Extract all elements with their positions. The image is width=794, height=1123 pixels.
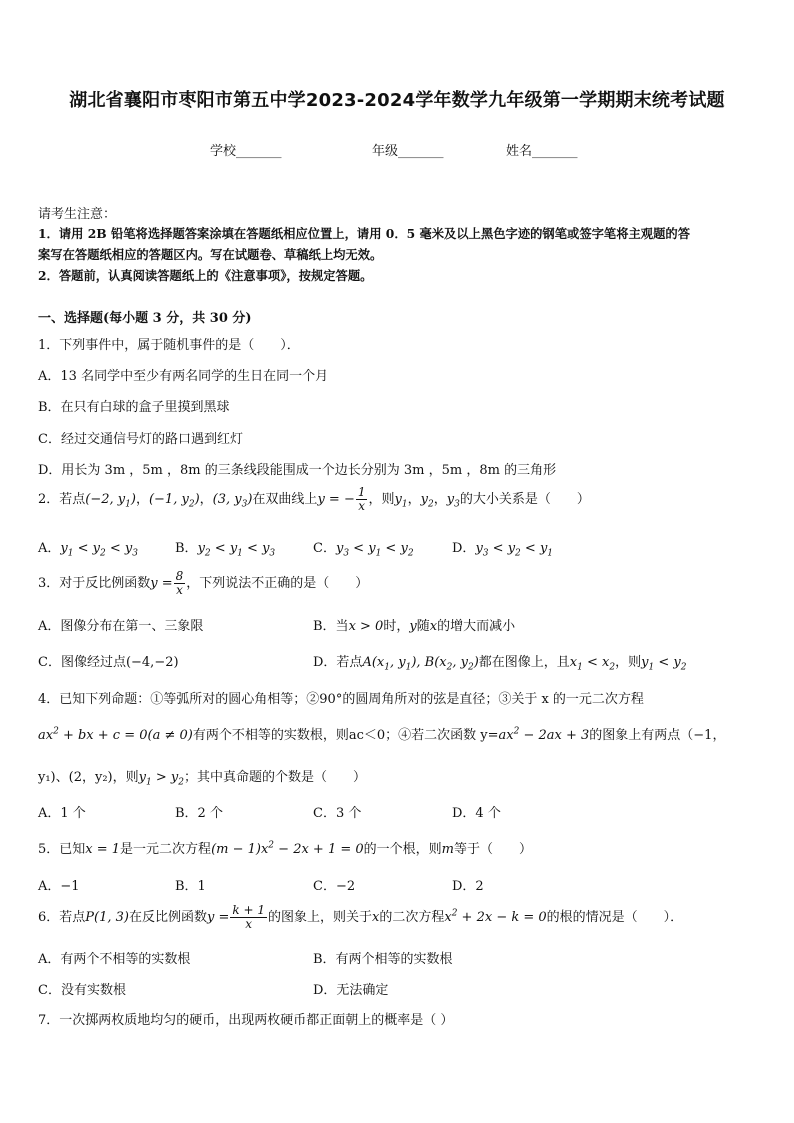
q6-stem: 6．若点P(1, 3)在反比例函数y = $\frac{k + 1}{x}$ 的图象上，则关于x的二次方程$x^2 + 2x - k = 0$的根的情况是（ ）． [38,903,684,931]
q1-option-d: D．用长为 3m ，5m ，8m 的三条线段能围成一个边长分别为 3m ，5m ，8m 的三角形 [38,463,557,478]
q1-stem: 1．下列事件中，属于随机事件的是（ ）． [38,338,300,353]
q2-option-c: C．$y_3 < y_1 < y_2$ [313,541,414,559]
section-heading: 一、选择题(每小题 3 分，共 30 分) [38,311,252,326]
q7-stem: 7．一次掷两枚质地均匀的硬币，出现两枚硬币都正面朝上的概率是（ ） [38,1013,454,1028]
q4-line3: y₁)、(2，y₂)，则$y_1 > y_2$；其中真命题的个数是（ ） [38,770,366,788]
q2-option-d: D．$y_3 < y_2 < y_1$ [452,541,554,559]
q3-stem: 3．对于反比例函数y = $\frac{8}{x}$ ，下列说法不正确的是（ ） [38,569,369,597]
notice-line1a: 1．请用 2B 铅笔将选择题答案涂填在答题纸相应位置上，请用 0．5 毫米及以上黑色字迹的钢笔或签字笔将主观题的答 [38,226,690,241]
name-field: 姓名_______ [506,144,578,159]
q3-fraction: $\frac{8}{x}$ [175,569,184,597]
q4-option-a: A．1 个 [38,806,86,821]
school-field: 学校_______ [210,144,282,159]
q6-fraction: $\frac{k + 1}{x}$ [232,903,265,931]
q1-option-b: B．在只有白球的盒子里摸到黑球 [38,400,230,415]
q6-option-d: D．无法确定 [313,983,389,998]
q2-fraction: $\frac{1}{x}$ [357,485,366,513]
q5-option-a: A．−1 [38,879,80,894]
q1-option-c: C．经过交通信号灯的路口遇到红灯 [38,432,243,447]
notice-heading: 请考生注意： [38,207,117,222]
q4-line2: $ax^2$ + bx + c = 0(a ≠ 0)有两个不相等的实数根，则ac＜0；④若二次函数 $y=ax^2 - 2ax + 3$的图象上有两点（−1， [38,726,726,743]
q2-option-b: B．$y_2 < y_1 < y_3$ [175,541,276,559]
exam-title: 湖北省襄阳市枣阳市第五中学2023-2024学年数学九年级第一学期期末统考试题 [69,90,725,111]
q2-stem: 2．若点(−2, $y_1$)，(−1, $y_2$)，(3, $y_3$)在双曲线上y = − $\frac{1}{x}$ ，则$y_1$，$y_2$，$y_3$的大小关系是（ ） [38,485,590,513]
q4-option-d: D．4 个 [452,806,501,821]
notice-line2: 2．答题前，认真阅读答题纸上的《注意事项》，按规定答题。 [38,268,373,283]
q5-option-b: B．1 [175,879,206,894]
q3-option-c: C．图像经过点(−4,−2) [38,655,179,670]
q1-option-a: A．13 名同学中至少有两名同学的生日在同一个月 [38,369,329,384]
q3-option-d: D．若点$A(x_1$, $y_1$), $B(x_2$, $y_2$)都在图像上，且$x_1 < x_2$，则$y_1 < y_2$ [313,655,687,673]
q3-option-a: A．图像分布在第一、三象限 [38,619,204,634]
notice-line1b: 案写在答题纸相应的答题区内。写在试题卷、草稿纸上均无效。 [38,247,383,262]
q3-option-b: B．当x > 0时，y随x的增大而减小 [313,619,516,634]
q4-option-c: C．3 个 [313,806,362,821]
q6-option-a: A．有两个不相等的实数根 [38,952,191,967]
q6-option-b: B．有两个相等的实数根 [313,952,453,967]
q6-option-c: C．没有实数根 [38,983,126,998]
q5-stem: 5．已知x = 1是一元二次方程$(m - 1)x^2 - 2x + 1 = 0$的一个根，则m等于（ ） [38,840,533,857]
q5-option-d: D．2 [452,879,484,894]
q2-option-a: A．$y_1 < y_2 < y_3$ [38,541,138,559]
q4-line1: 4．已知下列命题：①等弧所对的圆心角相等；②90°的圆周角所对的弦是直径；③关于 x 的一元二次方程 [38,692,644,707]
q4-option-b: B．2 个 [175,806,223,821]
q5-option-c: C．−2 [313,879,356,894]
grade-field: 年级_______ [372,144,444,159]
